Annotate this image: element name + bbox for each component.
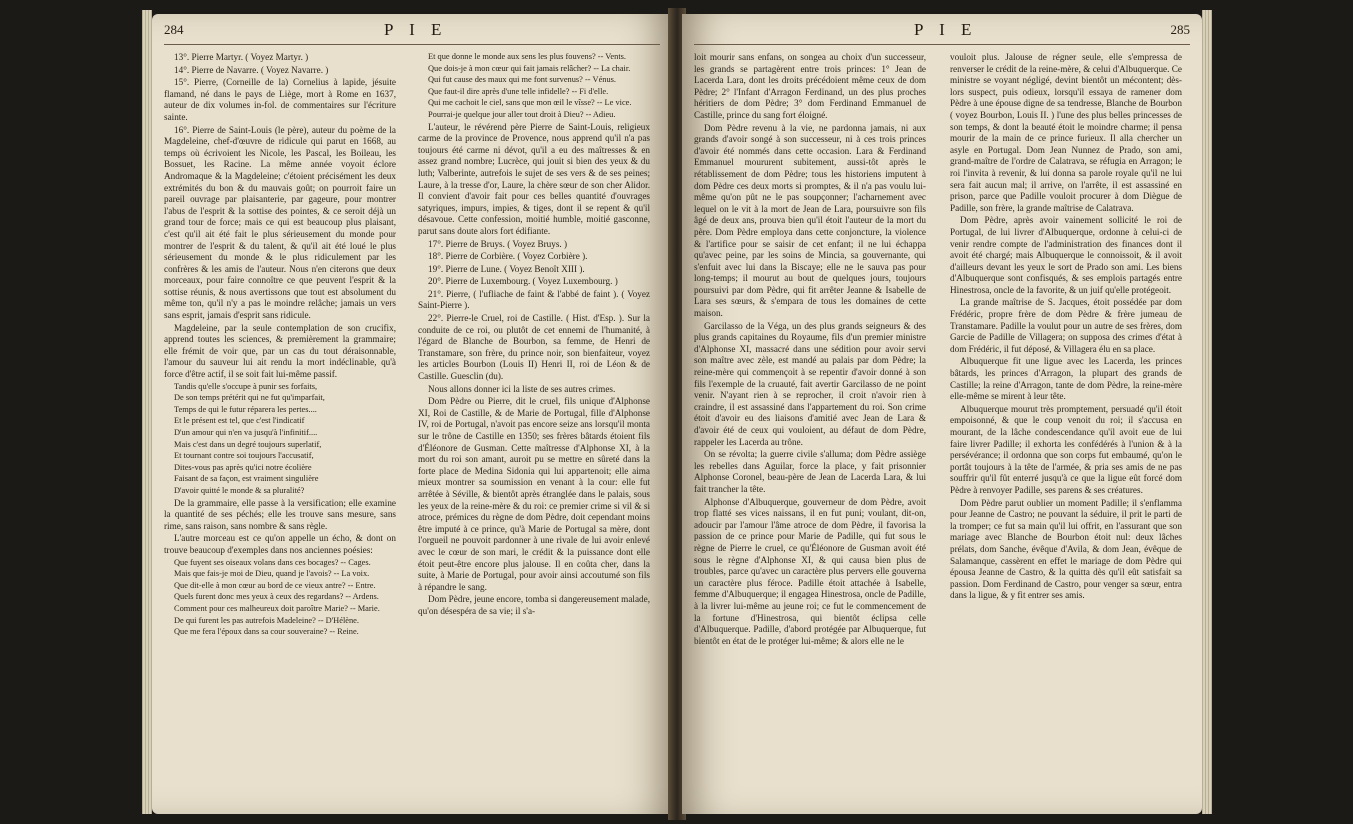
verse-line: Mais c'est dans un degré toujours superlatif, — [174, 439, 322, 449]
paragraph: 15°. Pierre, (Corneille de la) Cornelius à lapide, jésuite flamand, né dans le pays de Liège, mort à Rome en 1637, auteur de dix volumes in-fol. de commentaires sur l'écriture sainte. — [164, 77, 396, 122]
echo-line: Que me fera l'époux dans sa cour souveraine? -- Reine. — [174, 627, 359, 637]
echo-line: Que faut-il dire après d'une telle infidelle? -- Fi d'elle. — [428, 86, 609, 96]
echo-line: Qui me cachoit le ciel, sans que mon œil le vîsse? -- Le vice. — [428, 98, 632, 108]
paragraph: De la grammaire, elle passe à la versification; elle examine la quantité de ses péchés; elle les trouve sans mesure, sans rime, sans raison, sans nombre & sans règle. — [164, 497, 396, 531]
verse-line: D'avoir quitté le monde & sa pluralité? — [174, 485, 305, 495]
verse-line: Et tournant contre soi toujours l'accusatif, — [174, 451, 314, 461]
left-page — [152, 14, 672, 814]
paragraph: Dom Pèdre, après avoir vainement sollicité le roi de Portugal, de lui livrer d'Albuquerque, ordonne à celui-ci de venir rendre compte de l'administration des finances dont il avoit été chargé; mais Albuquerque le connoissoit, & il avoit d'ailleurs devant les yeux le sort de Prado son ami. Les biens d'Albuquerque sont confisqués, & ses emplois partagés entre Hinestrosa, oncle de la favorite, & un juif qu'elle protégeoit. — [950, 215, 1182, 295]
right-column-1 — [694, 52, 926, 648]
header-rule-right — [694, 44, 1190, 45]
paragraph: 19°. Pierre de Lune. ( Voyez Benoît XIII ). — [428, 263, 585, 274]
echo-line: De qui furent les pas autrefois Madeleine? -- D'Hélène. — [174, 615, 359, 625]
paragraph: Dom Pèdre ou Pierre, dit le cruel, fils unique d'Alphonse XI, Roi de Castille, & de Marie de Portugal, fille d'Alphonse IV, roi de Portugal, n'avoit pas encore seize ans lorsqu'il monta sur le trône de Castille en 1350; ses frères bâtards étoient fils d'Éléonore de Gusman. Cette maîtresse d'Alphonse XI, à la mort du roi son amant, auroit pu se mettre en sûreté dans la forte place de Medina Sidonia qui lui appartenoit; elle aima mieux montrer sa soumission en venant à la cour: elle fut arrêtée à Séville, & bientôt après étranglée dans le palais, sous les yeux de la reine-mère & du roi: ce premier crime si vil & si atroce, prémices du règne de dom Pèdre, doit cependant moins être imputé à ce prince, qu'à Marie de Portugal sa mère, dont l'orgueil ne pouvoit pardonner à une rivale de lui avoir enlevé avec le cœur de son mari, le crédit & la puissance dont elle étoit peut-être encore plus jalouse. Il en coûta cher, dans la suite, à Marie de Portugal, pour avoir ainsi accoutumé son fils à répandre le sang. — [418, 396, 650, 592]
right-page-edge — [1202, 10, 1212, 814]
paragraph: 17°. Pierre de Bruys. ( Voyez Bruys. ) — [428, 238, 568, 249]
verse-line: Faisant de sa façon, est vraiment singulière — [174, 474, 319, 484]
echo-line: Comment pour ces malheureux doit paroître Marie? -- Marie. — [174, 603, 380, 613]
verse-line: Dites-vous pas après qu'ici notre écolière — [174, 462, 312, 472]
paragraph: La grande maîtrise de S. Jacques, étoit possédée par dom Frédéric, propre frère de dom Pèdre & frère jumeau de Transtamare. Padille la voulut pour un autre de ses frères, dom Garcie de Padille de Villagera; on supposa des crimes d'état à dom Frédéric, il fut déposé, & Villagera élu en sa place. — [950, 297, 1182, 354]
verse-line: D'un amour qui n'en va jusqu'à l'infinitif.... — [174, 428, 318, 437]
echo-line: Que dit-elle à mon cœur au bord de ce vieux antre? -- Entre. — [174, 580, 376, 590]
paragraph: L'autre morceau est ce qu'on appelle un écho, & dont on trouve beaucoup d'exemples dans nos anciennes poésies: — [164, 533, 396, 555]
paragraph: 18°. Pierre de Corbière. ( Voyez Corbière ). — [428, 251, 588, 262]
page-number-right: 285 — [1170, 22, 1190, 37]
running-head-left: P I E — [384, 20, 448, 39]
paragraph: 13°. Pierre Martyr. ( Voyez Martyr. ) — [174, 52, 309, 62]
paragraph: Magdeleine, par la seule contemplation de son crucifix, apprend toutes les sciences, & premièrement la grammaire; elle frémit de voir que, par un cas du tout déraisonnable, l'amour du sauveur lui ait rendu la mort indéclinable, qu'à force d'être actif, il se soit fait lui-même passif. — [164, 322, 396, 380]
paragraph: Albuquerque fit une ligue avec les Lacerda, les princes bâtards, les princes d'Arragon, la plupart des grands de Castille; la reine d'Arragon, tante de dom Pèdre, la reine-mère elle-même se mirent à leur tête. — [950, 356, 1182, 402]
paragraph: 22°. Pierre-le Cruel, roi de Castille. ( Hist. d'Esp. ). Sur la conduite de ce roi, ou plutôt de cet ennemi de l'humanité, à l'égard de Blanche de Bourbon, sa femme, de Henri de Transtamare, son frère, du prince noir, son bienfaiteur, voyez les articles Bourbon (Louis II) Henri II, roi de Léon & de Castille. Guesclin (du). — [418, 313, 650, 382]
verse-line: Tandis qu'elle s'occupe à punir ses forfaits, — [174, 381, 318, 391]
paragraph: 21°. Pierre, ( l'ufliache de faint & l'abbé de faint ). ( Voyez Saint-Pierre ). — [418, 288, 650, 311]
page-number-left: 284 — [164, 22, 184, 37]
running-head-right: P I E — [914, 20, 978, 39]
echo-line: Que fuyent ses oiseaux volans dans ces bocages? -- Cages. — [174, 557, 371, 567]
echo-line: Et que donne le monde aux sens les plus fouvens? -- Vents. — [428, 52, 627, 61]
verse-line: Et le présent est tel, que c'est l'indicatif — [174, 416, 305, 426]
echo-line: Que dois-je à mon cœur qui fait jamais relâcher? -- La chair. — [428, 63, 631, 73]
left-column-2 — [418, 52, 650, 619]
paragraph: 20°. Pierre de Luxembourg. ( Voyez Luxembourg. ) — [428, 276, 618, 287]
right-page — [682, 14, 1202, 814]
echo-line: Mais que fais-je moi de Dieu, quand je l'avois? -- La voix. — [174, 569, 370, 579]
paragraph: Albuquerque mourut très promptement, persuadé qu'il étoit empoisonné, & que le coup venoit du roi; il s'accusa en mourant, de la lâche condescendance qu'il avoit eue de lui faire livrer Padille; il exhorta les confédérés à l'union & à la persévérance; il ordonna que son corps fut embaumé, qu'on le portât toujours à la tête de l'armée, & pria ses amis de ne pas souffrir qu'il fût enterré jusqu'à ce que la ligue eût forcé dom Pèdre à renvoyer Padille, ses parens & ses créatures. — [950, 403, 1182, 495]
paragraph: loit mourir sans enfans, on songea au choix d'un successeur, les grands se partagèrent entre trois princes: 1° Jean de Lacerda Lara, dont les droits précédoient même ceux de dom Pèdre; 2° l'Infant d'Arragon Ferdinand, un des plus proches héritiers de dom Pèdre; 3° dom Ferdinand Emmanuel de Castille, prince du sang fort éloigné. — [694, 52, 926, 120]
paragraph: vouloit plus. Jalouse de régner seule, elle s'empressa de renverser le crédit de la reine-mère, & celui d'Albuquerque. Ce ministre se voyant négligé, devint bientôt un mécontent; dès-lors suspect, puis odieux, lorsqu'il essaya de ramener dom Pèdre à une épouse digne de sa tendresse, Blanche de Bourbon ( voyez Bourbon, Louis II. ) l'une des plus belles princesses de son temps, & dont la beauté étoit le moindre charme; il pensa mourir de la main de ce prince furieux. Il alla chercher un asyle en Portugal. Dom Jean Nunnez de Prado, son ami, grand-maître de l'ordre de Calatrava, se réfugia en Arragon; le roi l'invita à revenir, & lui donna sa parole royale qu'il ne lui sera fait aucun mal; il arrive, on l'arrête, il est assassiné en prison, parce que Padille vouloit procurer à dom Diègue de Padille, son frère, la grande maîtrise de Calatrava. — [950, 52, 1182, 213]
paragraph: L'auteur, le révérend père Pierre de Saint-Louis, religieux carme de la province de Provence, nous apprend qu'il n'a pas toujours été carme ni dévot, qu'il a eu des maîtresses & en assez grand nombre; Lucrèce, qui jouit si bien des yeux & du luth; Valberinte, autrefois le sujet de ses vers & de ses peines; Laure, à la tresse d'or, Laure, la chère sœur de son cher Alidor. Il convient d'avoir fait pour ces belles quantité d'ouvrages satyriques, impurs, impies, & tiges, dont il se repent & qu'il désavoue. Cette confession, moitié humble, moitié gasconne, parut sans doute alors fort édifiante. — [418, 121, 650, 236]
verse-line: De son temps prétérit qui ne fut qu'imparfait, — [174, 393, 325, 403]
echo-line: Quels furent donc mes yeux à ceux des regardans? -- Ardens. — [174, 592, 379, 602]
paragraph: Dom Pèdre revenu à la vie, ne pardonna jamais, ni aux grands d'avoir songé à son successeur, ni à ces trois princes d'avoir été nommés dans cette occasion. Lara & Ferdinand Emmanuel moururent subitement, aussi-tôt après le rétablissement de dom Pèdre; tous les historiens imputent à dom Pèdre ces deux morts si promptes, & il n'a pas voulu lui-même qu'on pût ne le pas soupçonner; l'acharnement avec lequel on le vit à la mort de Jean de Lara, poursuivre son fils âgé de deux ans, prouva bien qu'il étoit l'auteur de la mort du père. Dom Pèdre employa dans cette conjoncture, la violence & l'artifice pour se saisir de cet enfant; il ne lui échappa qu'avec peine, par les soins de Mincia, sa gouvernante, qui s'enfuit avec lui dans la Biscaye; elle ne le sauva pas pour long-temps; il mourut au bout de quelques jours, toujours poursuivi par dom Pèdre, qui fit arrêter Jeanne & Isabelle de Lara ses sœurs, & s'empara de tous les domaines de cette maison. — [694, 122, 926, 319]
paragraph: Garcilasso de la Véga, un des plus grands seigneurs & des plus grands capitaines du Royaume, fils d'un premier ministre d'Alphonse XI, massacré dans une sédition pour avoir servi son maître avec zèle, est mandé au palais par dom Pèdre; la reine-mère qui commençoit à se repentir d'avoir donné à son fils l'exemple de la cruauté, fait avertir Garcilasso de ne point venir. N'ayant rien à se reprocher, il croit n'avoir rien à craindre, il est assassiné dans l'appartement du roi. Son crime étoit d'avoir eu des liaisons d'amitié avec Jean de Lara & d'avoir été de ceux qui vouloient, au défaut de dom Pèdre, rappeler les Lacerda au trône. — [694, 320, 926, 447]
paragraph: Dom Pèdre parut oublier un moment Padille; il s'enflamma pour Jeanne de Castro; ne pouvant la séduire, il prit le parti de la tromper; ce fut sa main qu'il lui offrit, en l'assurant que son mariage avec Blanche de Bourbon étoit nul: deux lâches prélats, dom Sanche, évêque d'Avila, & dom Jean, évêque de Salamanque, cassèrent en effet le mariage de dom Pèdre qui épousa Jeanne de Castro, & la quitta dès qu'il eût satisfait sa passion. Dom Ferdinand de Castro, pour venger sa sœur, entra dans la ligue, & y fit entrer ses amis. — [950, 497, 1182, 601]
left-page-edge — [142, 10, 152, 814]
paragraph: Alphonse d'Albuquerque, gouverneur de dom Pèdre, avoit trop flatté ses vices naissans, il en fut puni; voulant, dit-on, adoucir par l'amour l'âme atroce de dom Pèdre, il favorisa la passion de ce prince pour Marie de Padille, qui fut sous le règne de Pierre le cruel, ce qu'Éléonore de Gusman avoit été sous le règne d'Alphonse XI, & qui causa bien plus de troubles, parce qu'avec un caractère plus pervers elle gouverna un caractère plus féroce. Padille étoit attachée à Isabelle, femme d'Albuquerque; il engagea Hinestrosa, oncle de Padille, à la livrer lui-même au jeune roi; ce fut le commencement de la fortune d'Hinestrosa, qui bientôt éclipsa celle d'Albuquerque. Padille, d'abord protégée par Albuquerque, fut bientôt en état de le protéger lui-même; & alors elle ne le — [694, 496, 926, 646]
header-rule-left — [164, 44, 660, 45]
verse-line: Temps de qui le futur réparera les pertes.... — [174, 404, 317, 414]
paragraph: Dom Pèdre, jeune encore, tomba si dangereusement malade, qu'on désespéra de sa vie; il s'a- — [418, 594, 650, 616]
paragraph: 14°. Pierre de Navarre. ( Voyez Navarre. ) — [174, 64, 329, 75]
right-column-2 — [950, 52, 1182, 603]
echo-line: Qui fut cause des maux qui me font survenus? -- Vénus. — [428, 75, 617, 85]
left-column-1 — [164, 52, 396, 639]
paragraph: 16°. Pierre de Saint-Louis (le père), auteur du poème de la Magdeleine, chef-d'œuvre de ridicule qui parut en 1668, au temps où écrivoient les Nicole, les Pascal, les Boileau, les Bossuet, les Racine. La même année voyoit éclore Andromaque & la Magdeleine; c'étoient précisément les deux extrémités du bon & du mauvais goût; on pourroit faire un pareil ouvrage par plaisanterie, par gageure, pour montrer l'abus de l'esprit & la sottise des pointes, & ce seroit déjà un grand tour de force; mais ce qui est beaucoup plus plaisant, c'est qu'il ait été fait le plus sérieusement du monde pour montrer de l'esprit & du talent, & qu'il ait été loué le plus sérieusement du monde & le plus ridiculement par les confrères & les amis de l'auteur. Nous n'en citerons que deux morceaux, pour faire connoître ce que peuvent l'esprit & la sottise réunis, & nous avertissons que tout est absolument du même ton, qu'il n'y a pas le moindre relâche; jamais un vers sans esprit, jamais d'esprit sans ridicule. — [164, 124, 396, 321]
paragraph: On se révolta; la guerre civile s'alluma; dom Pèdre assiège les rebelles dans Aguilar, force la place, y fait prisonnier Alphonse Coronel, beau-père de Jean de Lacerda Lara, & lui fait trancher la tête. — [694, 449, 926, 494]
paragraph: Nous allons donner ici la liste de ses autres crimes. — [428, 383, 616, 394]
echo-line: Pourrai-je quelque jour aller tout droit à Dieu? -- Adieu. — [428, 109, 616, 119]
